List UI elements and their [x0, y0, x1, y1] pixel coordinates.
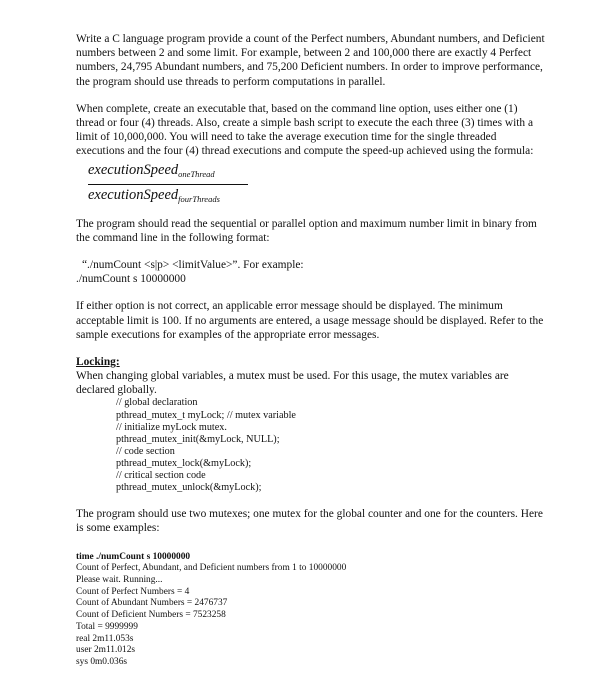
code-line: // global declaration [116, 397, 198, 409]
document-page [76, 32, 546, 669]
mutex-paragraph: The program should use two mutexes; one mutex for the global counter and one for the counters. Here is some examples: [76, 508, 543, 535]
code-line: pthread_mutex_init(&myLock, NULL); [116, 433, 280, 445]
code-line: // initialize myLock mutex. [116, 421, 227, 433]
spacer [76, 342, 546, 355]
sample-execution [76, 552, 546, 669]
error-paragraph: If either option is not correct, an applicable error message should be displayed. The minimum acceptable limit is 100. If no arguments are entered, a usage message should be displayed. Refer to the sample executions for examples of the appropriate error messages. [76, 300, 544, 341]
sample-output-line: user 2m11.012s [76, 645, 136, 656]
sample-output-line: sys 0m0.036s [76, 656, 128, 667]
code-line: // critical section code [116, 470, 206, 482]
speedup-formula [88, 161, 243, 208]
formula-numerator-subscript: oneThread [178, 168, 215, 179]
sample-command: time ./numCount s 10000000 [76, 551, 191, 562]
sample-output-line: Total = 9999999 [76, 621, 138, 632]
sample-output-line: Count of Perfect, Abundant, and Deficient numbers from 1 to 10000000 [76, 563, 347, 574]
locking-heading: Locking: [76, 356, 120, 369]
formula-denominator-subscript: fourThreads [178, 193, 220, 204]
sample-output-line: Count of Abundant Numbers = 2476737 [76, 598, 228, 609]
code-line: // code section [116, 445, 175, 457]
intro-paragraph: Write a C language program provide a count of the Perfect numbers, Abundant numbers, and Deficient numbers between 2 and some limit. For example, between 2 and 100,000 there are exactly 4 Perfect numbers, 24,795 Abundant numbers, and 75,200 Deficient numbers. In order to improve performance, the program should use threads to perform computations in parallel. [76, 33, 545, 88]
spacer [76, 536, 546, 552]
example-command: ./numCount s 10000000 [76, 273, 186, 286]
formula-denominator: executionSpeed$_{fourThreads}$ [88, 186, 220, 204]
locking-paragraph: When changing global variables, a mutex must be used. For this usage, the mutex variables are declared globally. [76, 370, 509, 397]
code-line: pthread_mutex_unlock(&myLock); [116, 482, 262, 494]
sample-output-line: Count of Perfect Numbers = 4 [76, 586, 190, 597]
format-line: “./numCount <s|p> <limitValue>”. For example: [82, 259, 304, 272]
read-paragraph: The program should read the sequential or parallel option and maximum number limit in binary from the command line in the following format: [76, 217, 537, 244]
complete-paragraph: When complete, create an executable that, based on the command line option, uses either one (1) thread or four (4) threads. Also, create a simple bash script to execute the each three (3) times with a limit of 10,000,000. You will need to take the average execution time for the single threaded executions and the four (4) thread executions and compute the speed-up achieved using the formula: [76, 102, 534, 158]
code-block [116, 397, 546, 494]
spacer [76, 286, 546, 299]
spacer [76, 89, 546, 102]
fraction-bar [88, 184, 248, 185]
spacer [76, 208, 546, 217]
code-line: pthread_mutex_t myLock; // mutex variable [116, 409, 296, 421]
spacer [76, 494, 546, 507]
sample-output-line: real 2m11.053s [76, 633, 134, 644]
formula-numerator: executionSpeed$_{oneThread}$ [88, 161, 215, 179]
code-line: pthread_mutex_lock(&myLock); [116, 457, 252, 469]
spacer [76, 245, 546, 258]
sample-output-line: Please wait. Running... [76, 575, 163, 586]
sample-output-line: Count of Deficient Numbers = 7523258 [76, 610, 226, 621]
